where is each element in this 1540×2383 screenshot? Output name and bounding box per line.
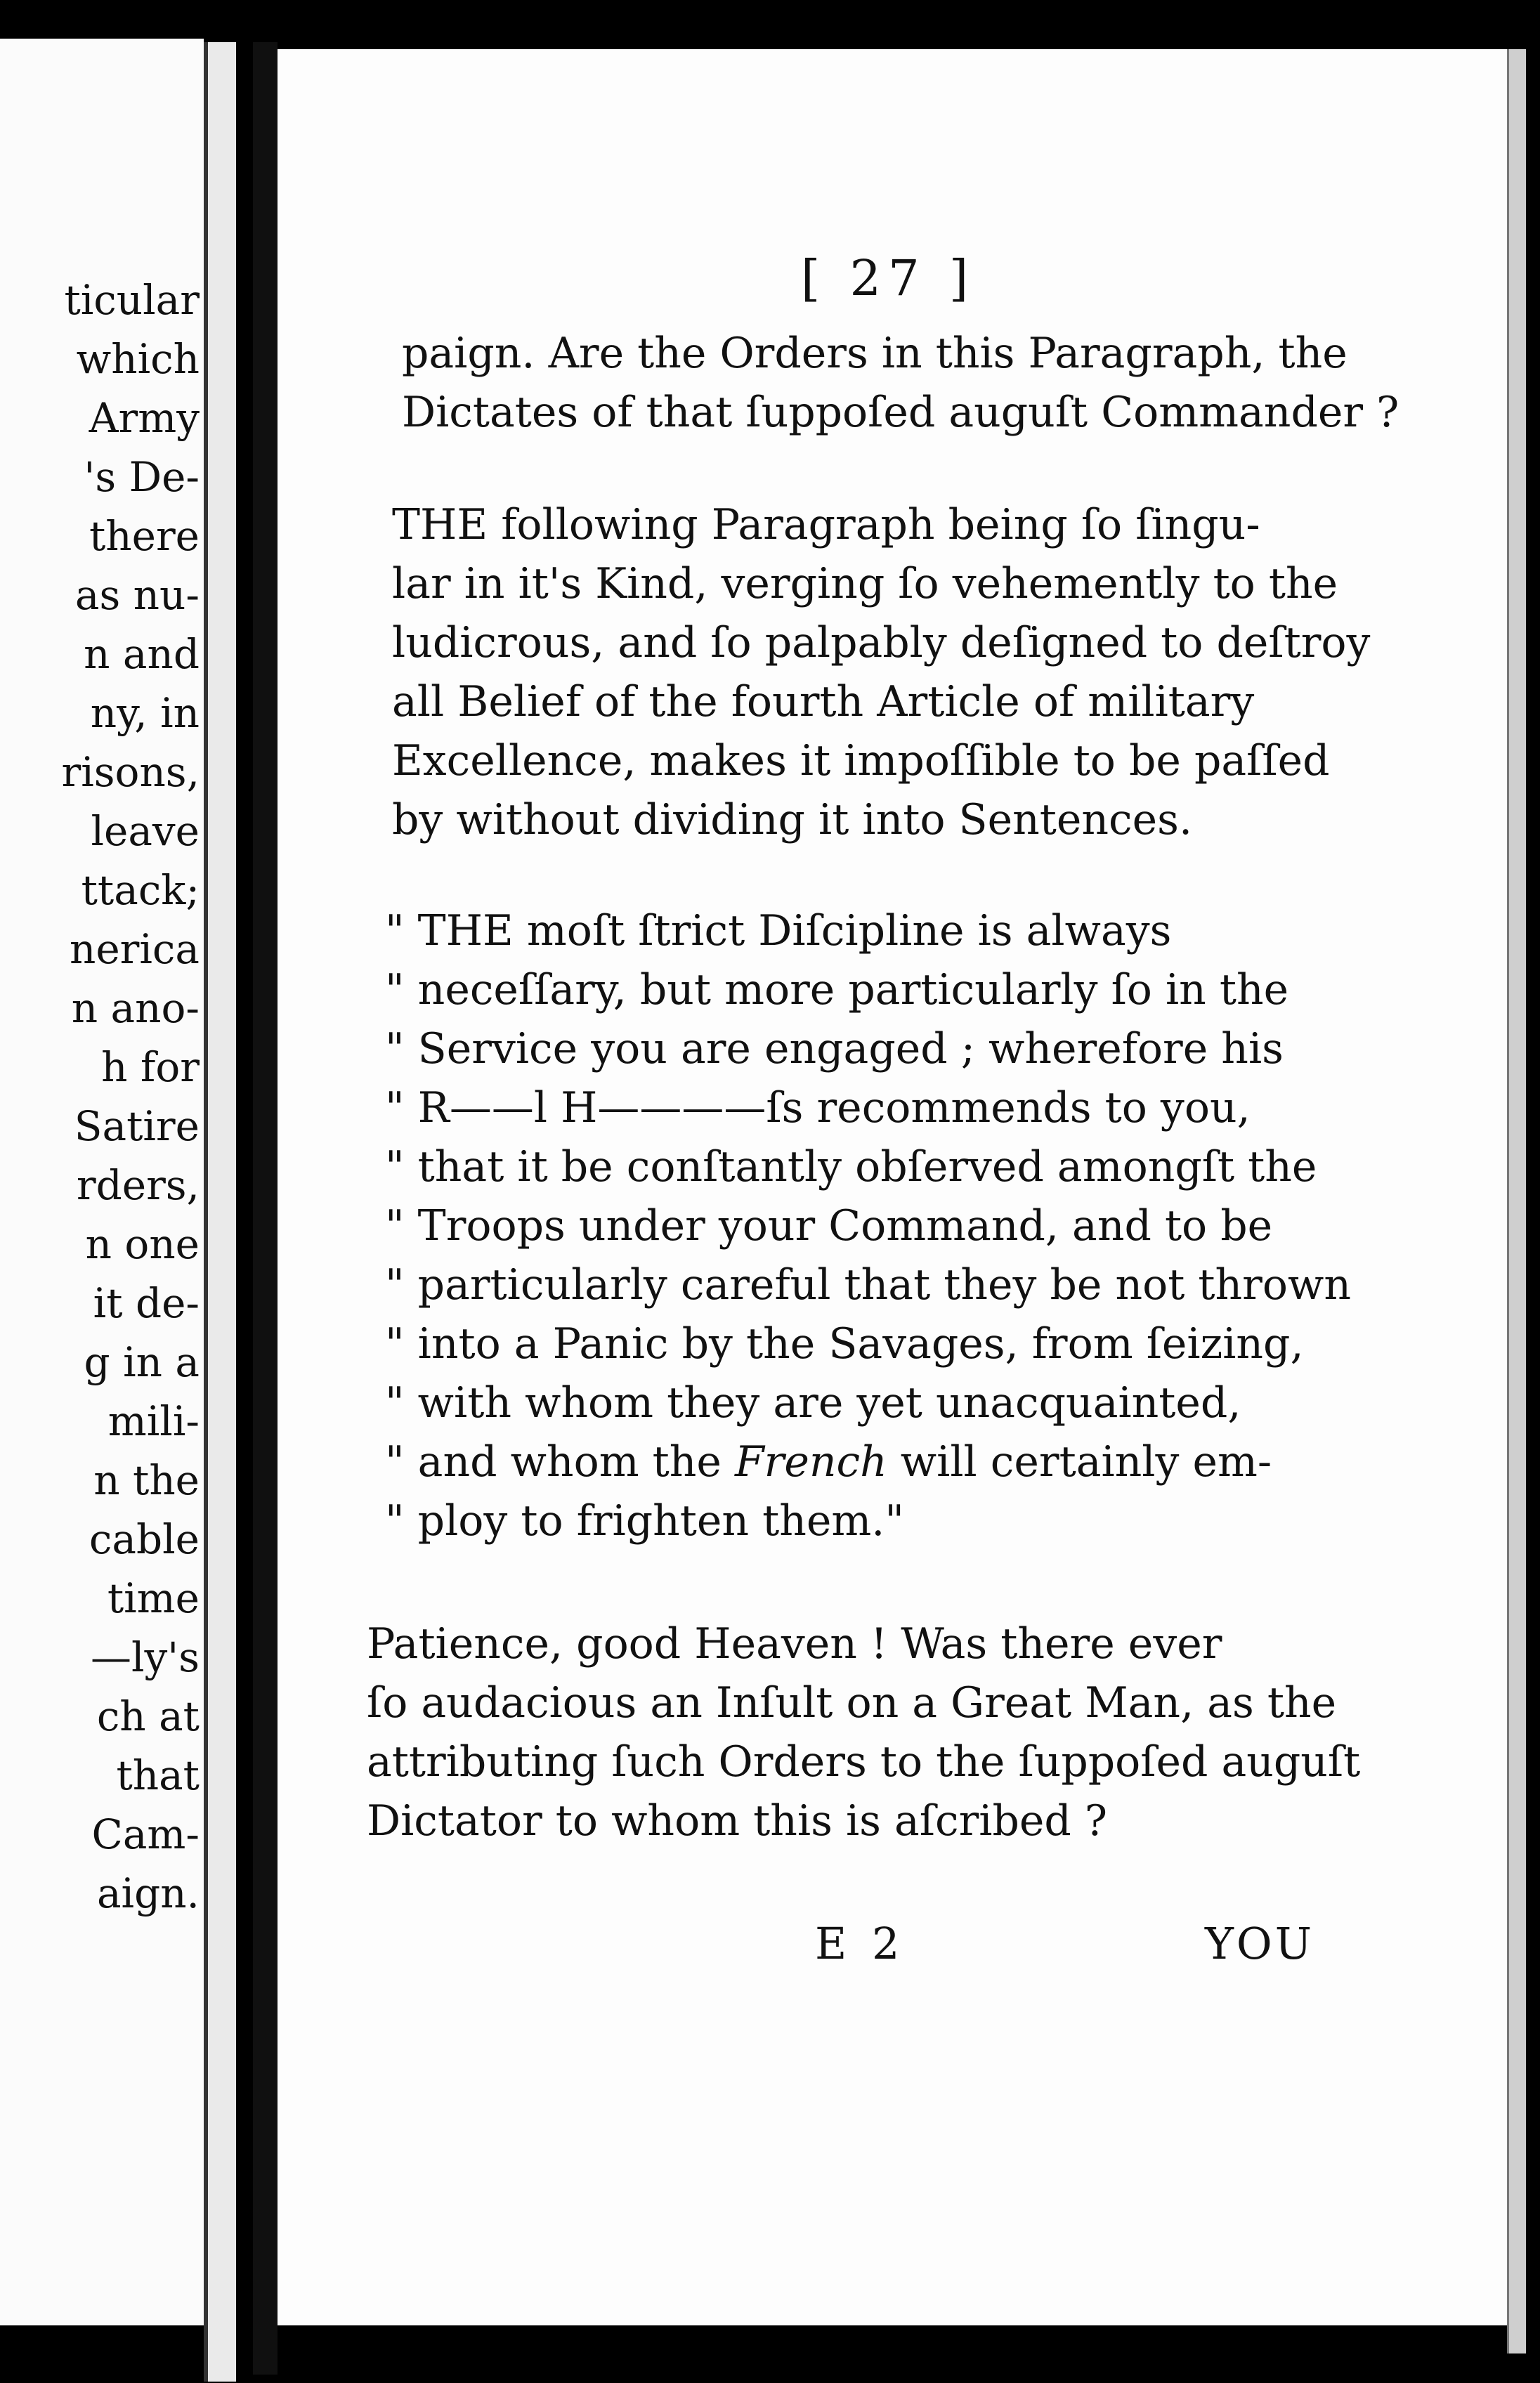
left-page-line: risons,: [61, 748, 200, 796]
left-page-line: ttack;: [81, 866, 200, 914]
text-line: " Troops under your Command, and to be: [385, 1201, 1273, 1251]
text-line: paign. Are the Orders in this Paragraph, the: [402, 329, 1348, 378]
quoted-orders: [385, 906, 1351, 1555]
left-page-line: aign.: [96, 1869, 200, 1917]
left-page-line: time: [107, 1574, 200, 1622]
page-number: [ 27 ]: [801, 249, 976, 307]
left-page-line: ticular: [64, 276, 200, 324]
text-line: " into a Panic by the Savages, from ſeizing,: [385, 1319, 1304, 1369]
right-page-edge: [1507, 49, 1526, 2353]
text-line: Excellence, makes it impoſſible to be paſſed: [392, 736, 1330, 785]
text-line: " and whom the French will certainly em-: [385, 1437, 1272, 1487]
left-page-line: which: [76, 335, 200, 383]
paragraph-1: [402, 329, 1399, 447]
left-page-line: n and: [84, 630, 200, 678]
left-page-line: g in a: [84, 1338, 200, 1386]
left-page: [0, 39, 204, 2325]
text-line: " particularly careful that they be not thrown: [385, 1260, 1351, 1310]
left-page-line: cable: [89, 1515, 200, 1563]
left-page-edge: [204, 42, 236, 2382]
left-page-line: n the: [93, 1456, 200, 1504]
text-line: " neceſſary, but more particularly ſo in the: [385, 965, 1289, 1014]
left-page-line: —ly's: [90, 1633, 200, 1681]
paragraph-2: [392, 500, 1370, 854]
text-line: Dictates of that ſuppoſed auguſt Commander ?: [402, 388, 1399, 437]
left-page-line: Satire: [74, 1102, 200, 1150]
left-page-line: rders,: [76, 1161, 200, 1209]
catchword: YOU: [1205, 1918, 1315, 1969]
text-line: attributing ſuch Orders to the ſuppoſed auguſt: [367, 1737, 1361, 1787]
text-line: lar in it's Kind, verging ſo vehemently to the: [392, 559, 1338, 608]
left-page-line: Army: [89, 394, 200, 442]
text-line: ludicrous, and ſo palpably deſigned to deſtroy: [392, 618, 1371, 667]
left-page-line: 's De-: [84, 453, 200, 501]
left-page-line: h for: [101, 1043, 200, 1091]
left-page-line: mili-: [107, 1397, 200, 1445]
left-page-line: there: [89, 512, 200, 560]
left-page-line: Cam-: [91, 1810, 200, 1858]
text-line: " R——l H————ſs recommends to you,: [385, 1083, 1251, 1132]
left-page-line: as nu-: [74, 571, 200, 619]
text-line: by without dividing it into Sentences.: [392, 795, 1193, 844]
gutter: [253, 42, 278, 2375]
left-page-line: n one: [85, 1220, 200, 1268]
text-line: Dictator to whom this is aſcribed ?: [367, 1796, 1108, 1846]
left-page-line: nerica: [69, 925, 200, 973]
text-line: " with whom they are yet unacquainted,: [385, 1378, 1241, 1428]
text-line: ſo audacious an Inſult on a Great Man, as the: [367, 1678, 1337, 1728]
text-line: " THE moſt ſtrict Diſcipline is always: [385, 906, 1172, 955]
left-page-line: n ano-: [71, 984, 200, 1032]
text-line: " that it be conſtantly obſerved amongſt the: [385, 1142, 1317, 1192]
text-line: Patience, good Heaven ! Was there ever: [367, 1619, 1222, 1669]
left-page-line: that: [116, 1751, 200, 1799]
text-line: " ploy to frighten them.": [385, 1496, 904, 1546]
paragraph-3: [367, 1619, 1360, 1855]
text-line: " Service you are engaged ; wherefore his: [385, 1024, 1284, 1073]
text-line: all Belief of the fourth Article of military: [392, 677, 1255, 726]
left-page-line: it de-: [93, 1279, 200, 1327]
left-page-line: ch at: [96, 1692, 200, 1740]
signature-mark: E 2: [815, 1918, 906, 1969]
text-line: THE following Paragraph being ſo ſingu-: [392, 500, 1260, 549]
left-page-line: ny, in: [90, 689, 200, 737]
left-page-line: leave: [91, 807, 200, 855]
